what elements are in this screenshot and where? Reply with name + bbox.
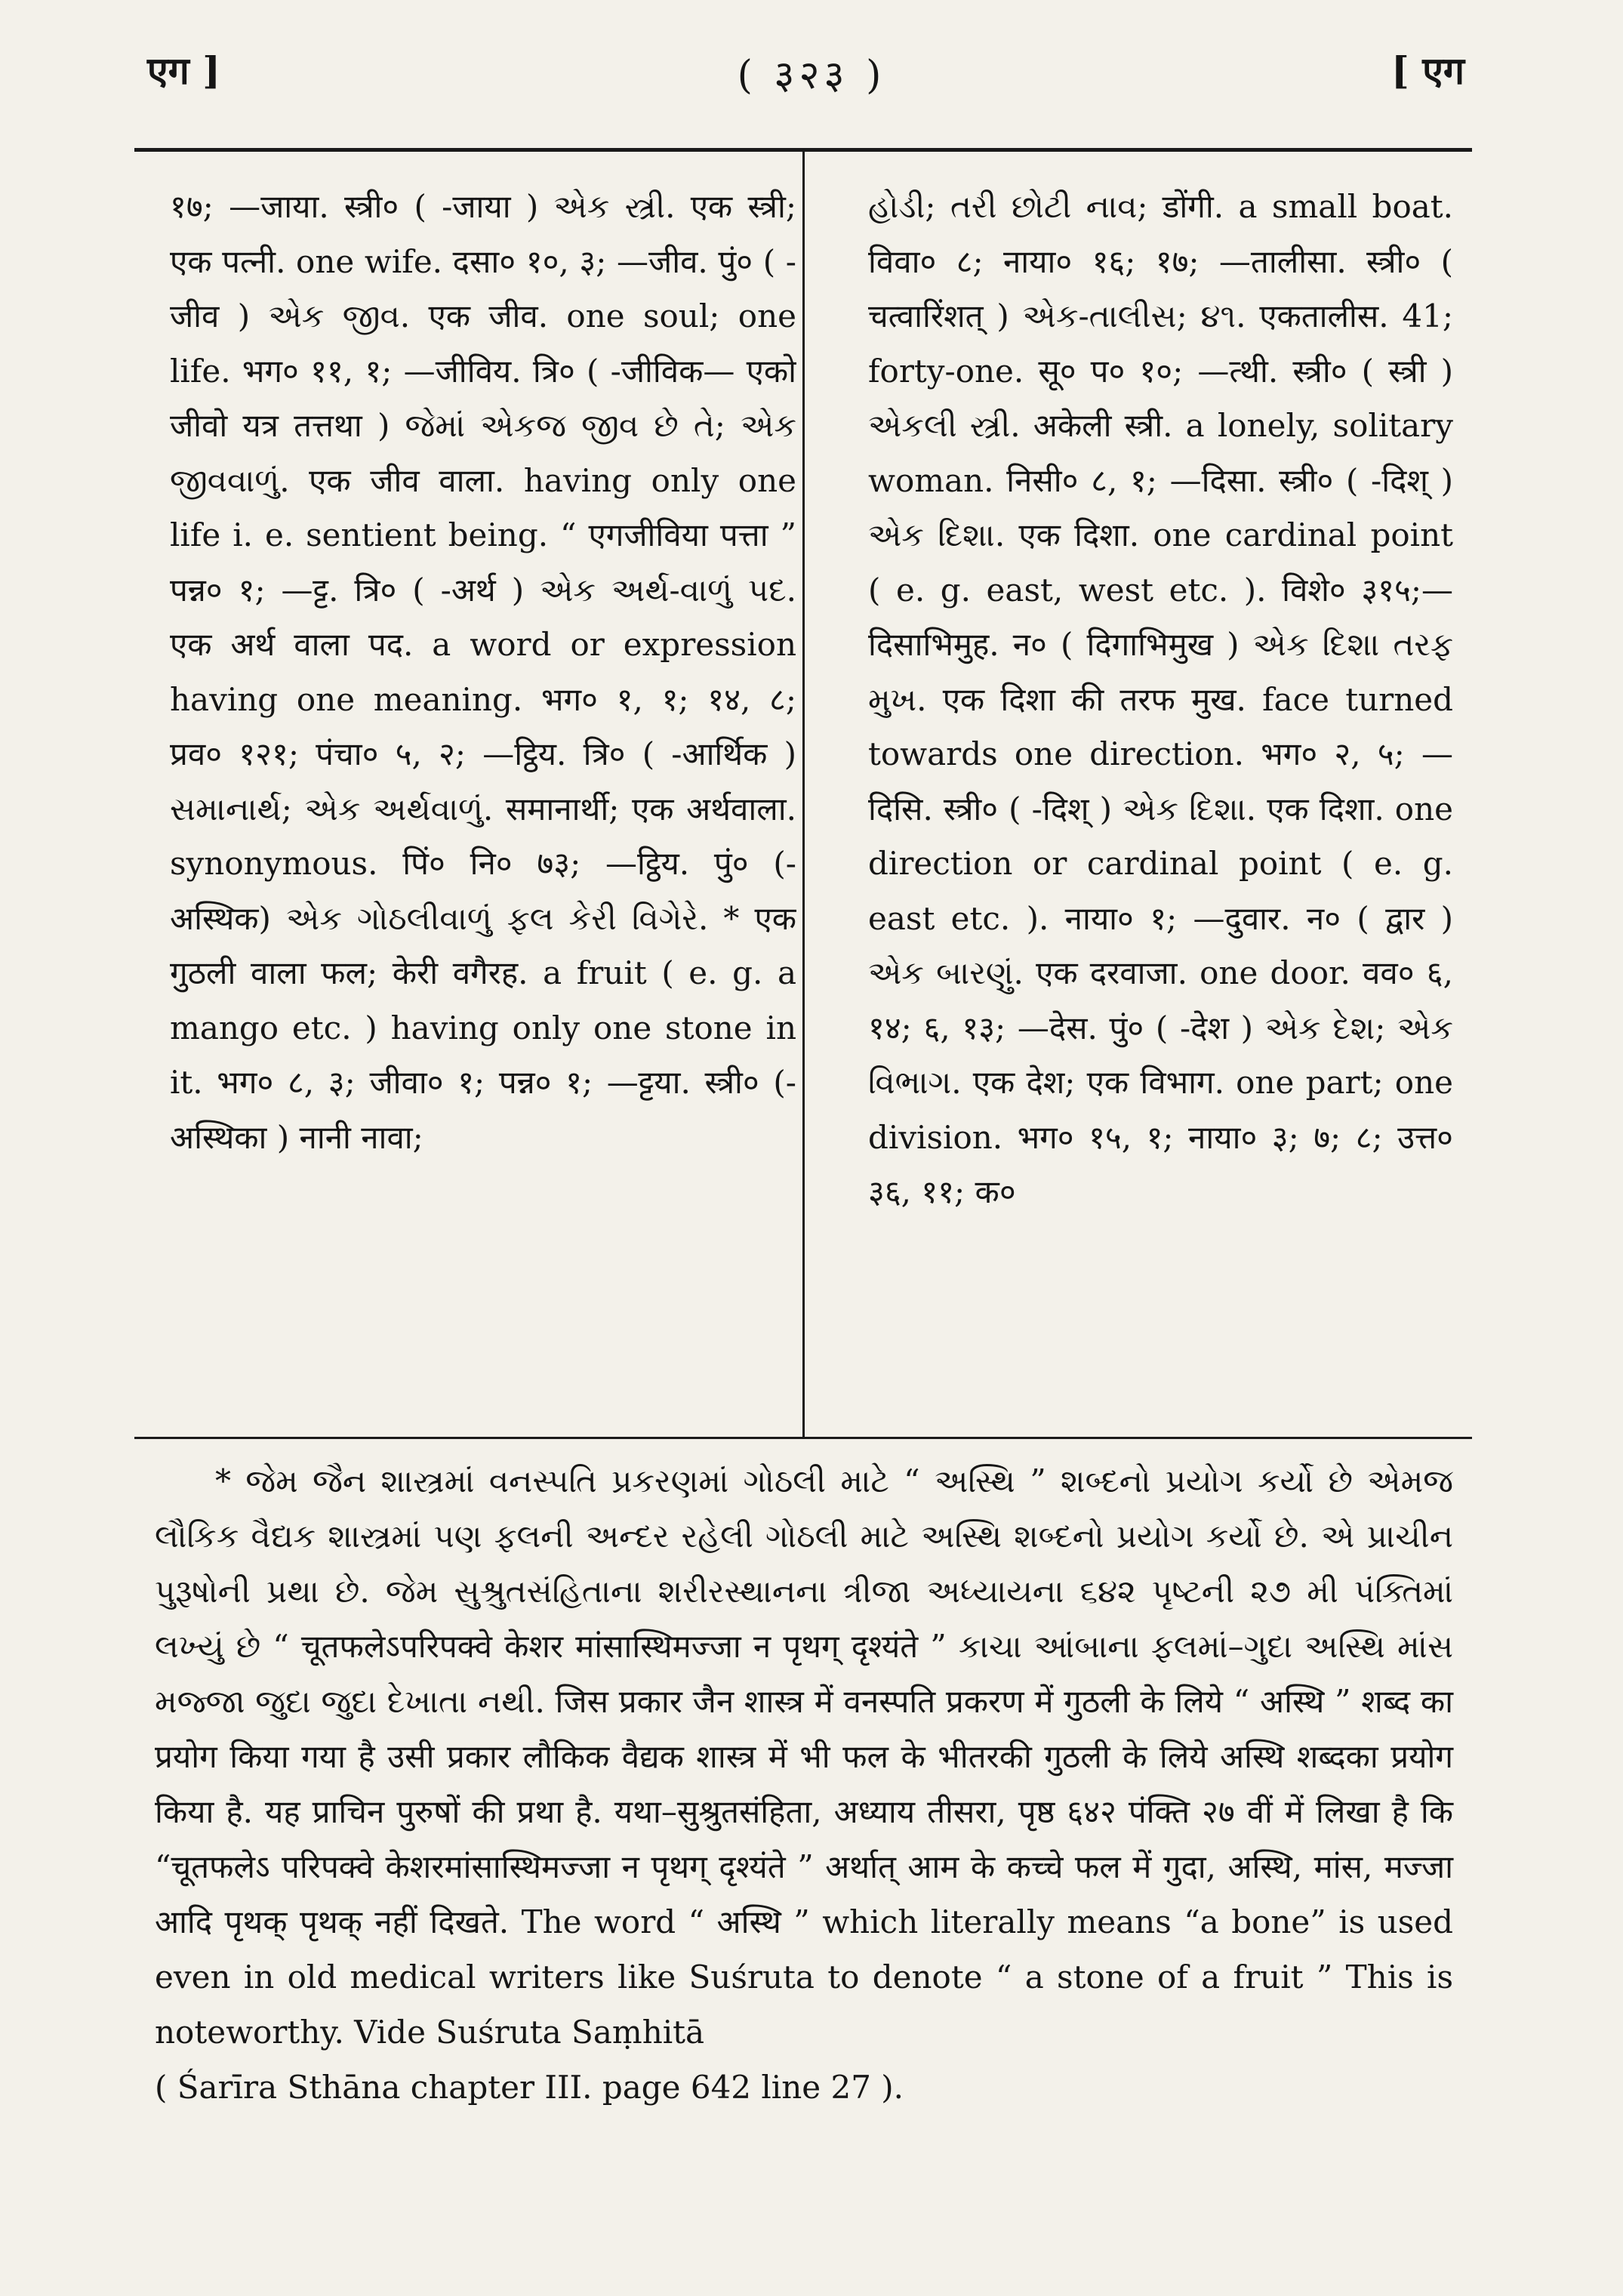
header-right-guideword: [ एग (1391, 48, 1464, 93)
column-divider (802, 151, 805, 1437)
left-column (170, 180, 796, 1433)
footnote-reference: ( Śarīra Sthāna chapter III. page 642 line 27 ). (155, 2069, 904, 2106)
footnote-rule (134, 1437, 1472, 1439)
header-left-guideword: एग ] (147, 48, 220, 93)
right-column (868, 180, 1453, 1433)
left-column-text: १७; —जाया. स्त्री० ( -जाया ) એક સ્ત્રી. एक स्त्री; एक पत्नी. one wife. दसा० १०, ३; —जीव. पुं० ( -जीव ) એક જીવ. एक जीव. one soul; one life. भग० ११, १; —जीविय. त्रि० ( -जीविक— एको जीवो यत्र तत्तथा ) જેમાં એકજ જીવ છે તે; એક જીવવાળું. एक जीव वाला. having only one life i. e. sentient being. “ एगजीविया पत्ता ” पन्न० १; —ट्ट. त्रि० ( -अर्थ ) એક અર્થ-વાળું પદ. एक अर्थ वाला पद. a word or expression having one meaning. भग० १, १; १४, ८; प्रव० १२१; पंचा० ५, २; —ट्ठिय. त्रि० ( -आर्थिक ) સમાનાર્થ; એક અર્થવાળું. समानार्थी; एक अर्थवाला. synonymous. पिं० नि० ७३; —ट्ठिय. पुं० (-अस्थिक) એક ગોઠલીવાળું ફલ કેરી વિગેરે. * एक गुठली वाला फल; केरी वगैरह. a fruit ( e. g. a mango etc. ) having only one stone in it. भग० ८, ३; जीवा० १; पन्न० १; —ट्टया. स्त्री० (-अस्थिका ) नानी नावा; (170, 188, 796, 1156)
page-number: ( ३२३ ) (737, 53, 886, 98)
right-column-text: હોડી; તરી છોટી નાવ; डोंगी. a small boat. विवा० ८; नाया० १६; १७; —तालीसा. स्त्री० ( चत्वारिंशत् ) એક-તાલીસ; ૪૧. एकतालीस. 41; forty-one. सू० प० १०; —त्थी. स्त्री० ( स्त्री ) એકલી સ્ત્રી. अकेली स्त्री. a lonely, solitary woman. निसी० ८, १; —दिसा. स्त्री० ( -दिश् ) એક દિશા. एक दिशा. one cardinal point ( e. g. east, west etc. ). विशे० ३१५;—दिसाभिमुह. न० ( दिगाभिमुख ) એક દિશા તરફ મુખ. एक दिशा की तरफ मुख. face turned towards one direction. भग० २, ५; —दिसि. स्त्री० ( -दिश् ) એક દિશા. एक दिशा. one direction or cardinal point ( e. g. east etc. ). नाया० १; —दुवार. न० ( द्वार ) એક બારણું. एक दरवाजा. one door. वव० ६, १४; ६, १३; —देस. पुं० ( -देश ) એક દેશ; એક વિભાગ. एक देश; एक विभाग. one part; one division. भग० १५, १; नाया० ३; ७; ८; उत्त० ३६, ११; क० (868, 188, 1453, 1210)
footnote-text: * જેમ જૈન શાસ્ત્રમાં વનસ્પતિ પ્રકરણમાં ગોઠલી માટે “ અસ્થિ ” શબ્દનો પ્રયોગ કર્યો છે એમજ લૌકિક વૈદ્યક શાસ્ત્રમાં પણ ફલની અન્દર રહેલી ગોઠલી માટે અસ્થિ શબ્દનો પ્રયોગ કર્યો છે. એ પ્રાચીન પુરૂષોની પ્રથા છે. જેમ સુશ્રુતસંહિતાના શરીરસ્થાનના ત્રીજા અધ્યાયના ૬૪૨ પૃષ્ટની ૨૭ મી પંક્તિમાં લખ્યું છે “ चूतफलेऽपरिपक्वे केशर मांसास्थिमज्जा न पृथग् दृश्यंते ” કાચા આંબાના ફલમાં–ગુદા અસ્થિ માંસ મજ્જા જુદા જુદા દેખાતા નથી. जिस प्रकार जैन शास्त्र में वनस्पति प्रकरण में गुठली के लिये “ अस्थि ” शब्द का प्रयोग किया गया है उसी प्रकार लौकिक वैद्यक शास्त्र में भी फल के भीतरकी गुठली के लिये अस्थि शब्दका प्रयोग किया है. यह प्राचिन पुरुषों की प्रथा है. यथा–सुश्रुतसंहिता, अध्याय तीसरा, पृष्ठ ६४२ पंक्ति २७ वीं में लिखा है कि “चूतफलेऽ परिपक्वे केशरमांसास्थिमज्जा न पृथग् दृश्यंते ” अर्थात् आम के कच्चे फल में गुदा, अस्थि, मांस, मज्जा आदि पृथक् पृथक् नहीं दिखते. The word “ अस्थि ” which literally means “a bone” is used even in old medical writers like Suśruta to denote “ a stone of a fruit ” This is noteworthy. Vide Suśruta Saṃhitā (155, 1462, 1453, 2051)
footnote (155, 1453, 1453, 2115)
